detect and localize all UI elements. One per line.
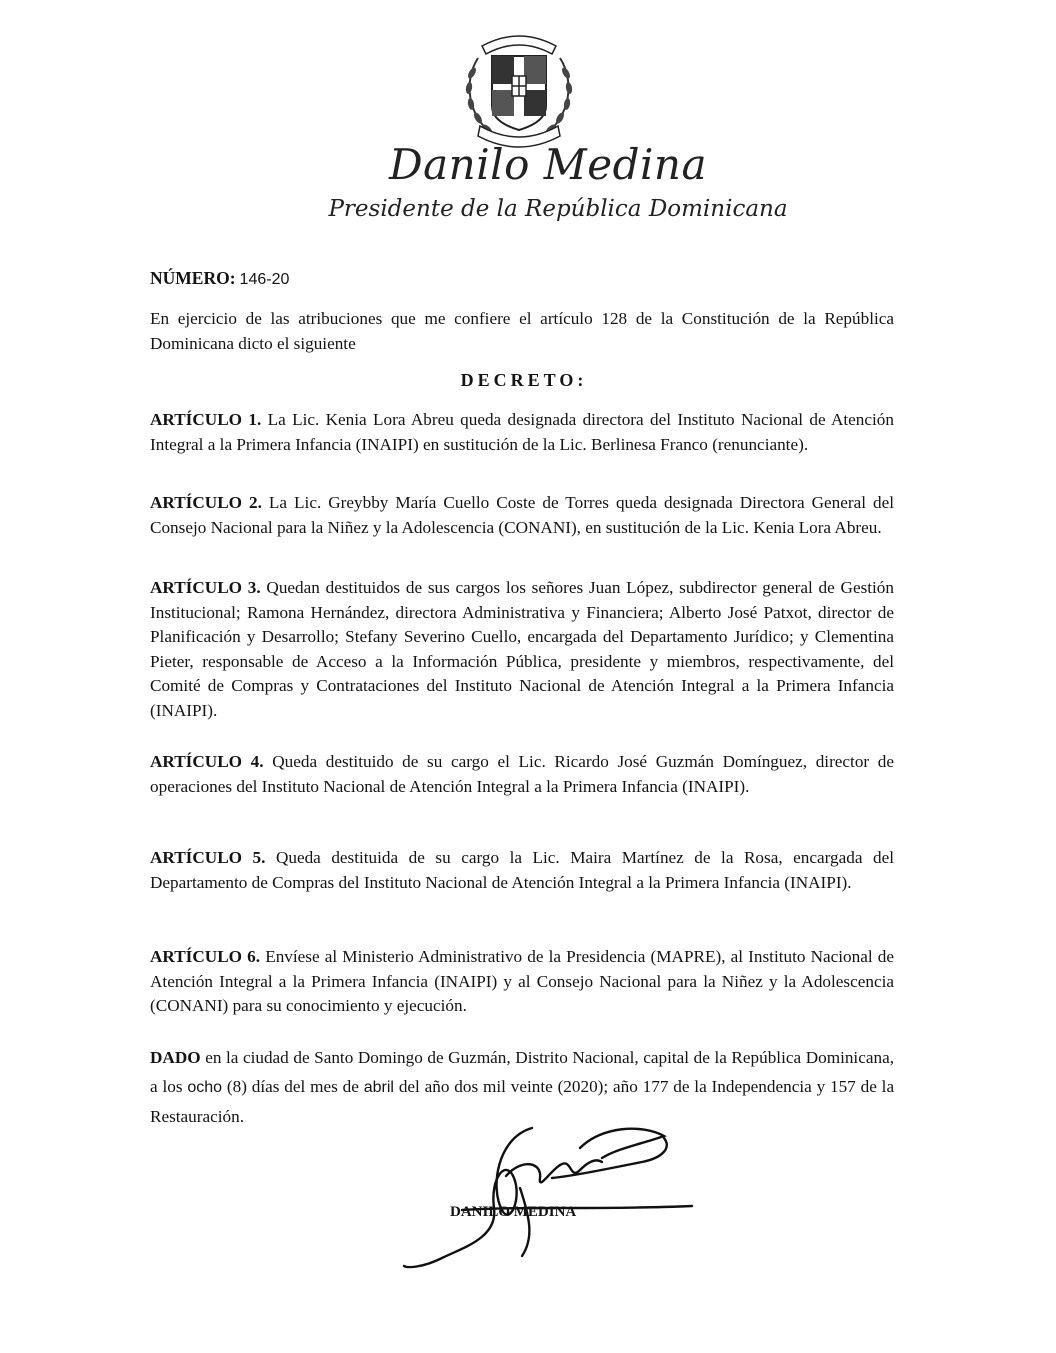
article-3 (150, 576, 894, 723)
article-2 (150, 491, 894, 540)
article-text: Envíese al Ministerio Administrativo de la Presidencia (MAPRE), al Instituto Nacional de Atención Integral a la Primera Infancia (INAIPI) y al Consejo Nacional para la Niñez y la Adolescencia (CONANI) para su conocimiento y ejecución. (150, 947, 894, 1015)
decree-number-value: 146-20 (239, 271, 290, 288)
dado-day-word: ocho (187, 1079, 223, 1096)
article-label: ARTÍCULO 5. (150, 848, 266, 867)
article-text: Queda destituida de su cargo la Lic. Maira Martínez de la Rosa, encargada del Departamento de Compras del Instituto Nacional de Atención Integral a la Primera Infancia (INAIPI). (150, 848, 895, 892)
article-text: Quedan destituidos de sus cargos los señores Juan López, subdirector general de Gestión Institucional; Ramona Hernández, directora Administrativa y Financiera; Alberto José Patxot, director de Planificación y Desarrollo; Stefany Severino Cuello, encargada del Departamento Jurídico; y Clementina Pieter, responsable de Acceso a la Información Pública, presidente y miembros, respectivamente, del Comité de Compras y Contrataciones del Instituto Nacional de Atención Integral a la Primera Infancia (INAIPI). (150, 578, 894, 720)
article-label: ARTÍCULO 4. (150, 752, 264, 771)
article-6 (150, 945, 894, 1019)
article-4 (150, 750, 894, 799)
dado-month: abril (363, 1079, 394, 1096)
dado-text-2: (8) días del mes de (226, 1077, 359, 1096)
article-label: ARTÍCULO 2. (150, 493, 262, 512)
signature-printed-name: DANILO MEDINA (450, 1204, 577, 1220)
article-5 (150, 846, 894, 895)
article-label: ARTÍCULO 6. (150, 947, 261, 966)
article-text: La Lic. Greybby María Cuello Coste de Torres queda designada Directora General del Consejo Nacional para la Niñez y la Adolescencia (CONANI), en sustitución de la Lic. Kenia Lora Abreu. (150, 493, 894, 537)
preamble: En ejercicio de las atribuciones que me confiere el artículo 128 de la Constitución de la República Dominicana dicto el siguiente (150, 309, 894, 353)
dado-label: DADO (150, 1048, 201, 1067)
article-text: La Lic. Kenia Lora Abreu queda designada directora del Instituto Nacional de Atención Integral a la Primera Infancia (INAIPI) en sustitución de la Lic. Berlinesa Franco (renunciante). (150, 410, 894, 454)
article-label: ARTÍCULO 1. (150, 410, 262, 429)
decreto-heading: DECRETO: (460, 370, 588, 390)
decree-number-label: NÚMERO: (150, 268, 236, 288)
president-title: Presidente de la República Dominicana (328, 196, 788, 222)
coat-of-arms-icon (460, 18, 578, 153)
article-text: Queda destituido de su cargo el Lic. Ricardo José Guzmán Domínguez, director de operaciones del Instituto Nacional de Atención Integral a la Primera Infancia (INAIPI). (150, 752, 895, 796)
decree-number (150, 268, 289, 289)
dado-text-3: del año dos mil veinte (2020); año 177 de la Independencia y 157 de la Restauración. (150, 1077, 895, 1126)
dado-text-1: en la ciudad de Santo Domingo de Guzmán, Distrito Nacional, capital de la República Dominicana, a los (150, 1048, 894, 1096)
article-label: ARTÍCULO 3. (150, 578, 261, 597)
handwritten-signature-icon (402, 1118, 702, 1278)
president-name-signature: Danilo Medina (388, 140, 708, 189)
article-1 (150, 408, 894, 457)
